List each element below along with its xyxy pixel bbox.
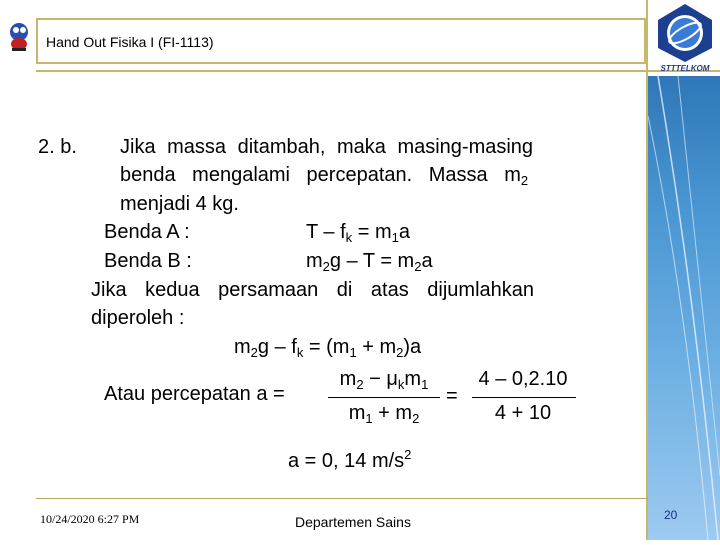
result-equation: a = 0, 14 $m/s^2$	[288, 447, 412, 472]
page-number: 20	[664, 508, 678, 522]
para1-line3: menjadi 4 kg.	[120, 193, 239, 215]
para1-line1: Jika massa ditambah, maka masing-masing	[120, 136, 534, 158]
benda-b-label: Benda B :	[104, 250, 192, 272]
atau-label: Atau percepatan a =	[104, 383, 285, 405]
footer-divider	[36, 498, 648, 499]
horizontal-divider	[36, 70, 720, 72]
decorative-gradient-panel	[648, 76, 720, 540]
vertical-divider	[646, 0, 648, 540]
para2-line1: Jika kedua persamaan di atas dijumlahkan	[91, 279, 534, 301]
handout-title: Hand Out Fisika I (FI-1113)	[46, 34, 214, 50]
para1-line2: benda mengalami percepatan. Massa $m_2$	[120, 164, 529, 188]
fraction-2-bar	[472, 397, 576, 398]
logo-text: STTTELKOM	[660, 64, 710, 73]
fraction-1-denominator: $m_1 + m_2$	[348, 402, 420, 426]
fraction-2-numerator: 4 – 0,2.10	[478, 368, 568, 390]
benda-a-label: Benda A :	[104, 221, 190, 243]
fraction-1-numerator: $m_2 - \mu_km_1$	[339, 368, 429, 392]
sum-equation: $m_2g - f_k = (m_1 + m_2)a$	[234, 336, 422, 360]
item-number: 2. b.	[38, 136, 77, 158]
equals-sign: =	[446, 385, 458, 407]
header-bar	[36, 18, 646, 64]
footer-department: Departemen Sains	[295, 514, 411, 530]
benda-a-equation: $T - f_k = m_1a$	[306, 221, 410, 245]
fraction-1-bar	[328, 397, 440, 398]
footer-date: 10/24/2020 6:27 PM	[40, 512, 140, 526]
para2-line2: diperoleh :	[91, 307, 185, 329]
decorative-streaks	[648, 76, 720, 540]
fraction-2-denominator: 4 + 10	[494, 402, 552, 424]
benda-b-equation: $m_2g - T = m_2a$	[306, 250, 433, 274]
mascot-icon	[4, 20, 34, 52]
